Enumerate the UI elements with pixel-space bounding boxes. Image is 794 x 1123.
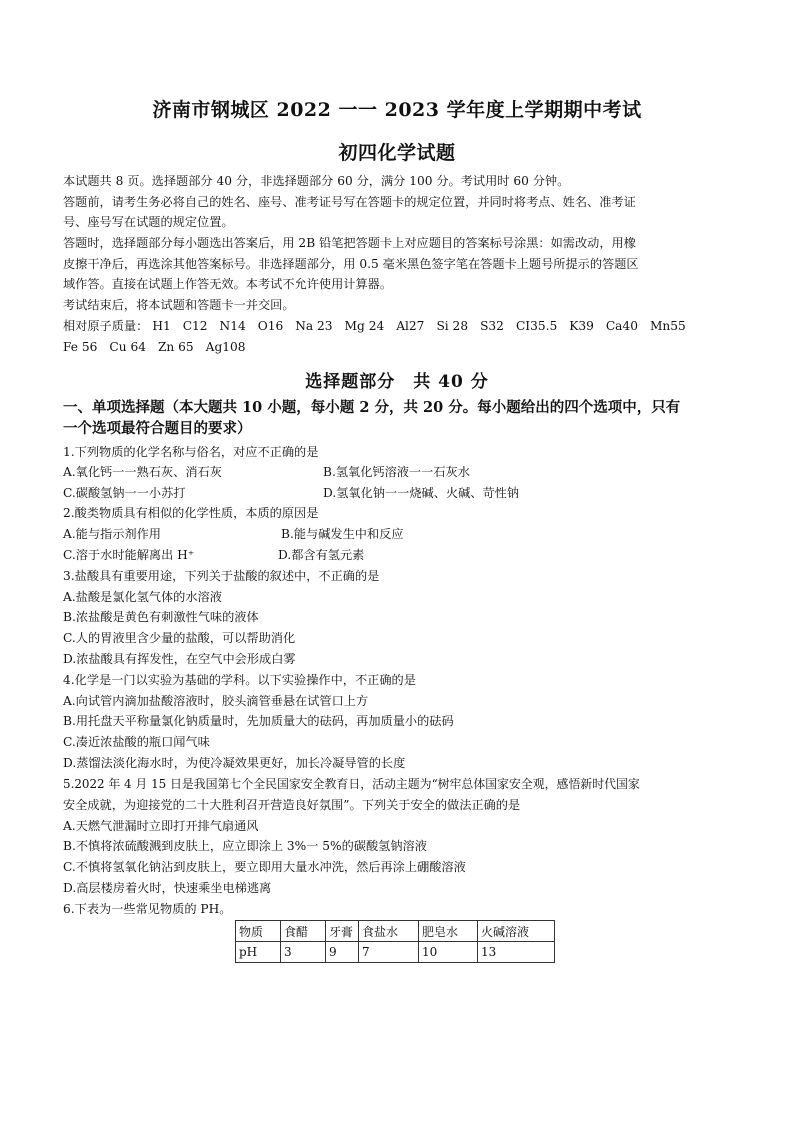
atomic-mass-item: Cu 64 [109, 340, 146, 354]
atomic-mass-item: Zn 65 [157, 340, 194, 354]
question-stem: 2.酸类物质具有相似的化学性质，本质的原因是 [63, 506, 319, 520]
option-a: A.向试管内滴加盐酸溶液时，胶头滴管垂悬在试管口上方 [63, 694, 369, 708]
instruction-line: 答题时，选择题部分每小题选出答案后，用 2B 铅笔把答题卡上对应题目的答案标号涂黑：如需改动，用橡 [63, 236, 636, 250]
option-d: D.高层楼房着火时，快速乘坐电梯逃离 [63, 881, 272, 895]
option-c: C.溶于水时能解离出 H⁺ [63, 548, 195, 562]
section-heading: 一个选项最符合题目的要求） [63, 420, 252, 437]
section-title: 选择题部分 共 40 分 [305, 372, 489, 392]
atomic-mass-item: Fe 56 [63, 340, 98, 354]
atomic-mass-label: 相对原子质量： [63, 319, 149, 333]
atomic-mass-item: Si 28 [436, 319, 469, 333]
atomic-mass-item: O16 [257, 319, 284, 333]
table-cell: 13 [478, 942, 555, 963]
atomic-mass-item: N14 [219, 319, 246, 333]
ph-table [235, 920, 555, 963]
table-row [236, 942, 555, 963]
table-row [236, 921, 555, 942]
table-cell: pH [236, 942, 281, 963]
atomic-mass-item: Mn55 [649, 319, 686, 333]
option-a: A.天燃气泄漏时立即打开排气扇通风 [63, 819, 259, 833]
question-stem: 6.下表为一些常见物质的 PH。 [63, 902, 232, 916]
table-header-cell: 物质 [236, 921, 281, 942]
option-b: B.浓盐酸是黄色有刺激性气味的液体 [63, 610, 259, 624]
atomic-mass-item: Ag108 [205, 340, 246, 354]
option-c: C.不慎将氢氧化钠沾到皮肤上，要立即用大量水冲洗，然后再涂上硼酸溶液 [63, 860, 466, 874]
option-b: B.用托盘天平称量氯化钠质量时，先加质量大的砝码，再加质量小的砝码 [63, 714, 454, 728]
atomic-mass-row [63, 318, 698, 334]
exam-title: 济南市钢城区 2022 一一 2023 学年度上学期期中考试 [152, 99, 642, 121]
atomic-mass-item: C12 [182, 319, 208, 333]
option-d: D.浓盐酸具有挥发性，在空气中会形成白雾 [63, 652, 296, 666]
atomic-mass-item: Ca40 [605, 319, 638, 333]
option-d: D.都含有氢元素 [278, 548, 365, 562]
table-cell: 9 [326, 942, 359, 963]
table-cell: 10 [419, 942, 478, 963]
option-c: C.碳酸氢钠一一小苏打 [63, 486, 186, 500]
table-header-cell: 牙膏 [326, 921, 359, 942]
table-cell: 7 [359, 942, 419, 963]
atomic-mass-item: K39 [569, 319, 594, 333]
option-d: D.氢氧化钠一一烧碱、火碱、苛性钠 [323, 486, 520, 500]
option-c: C.凑近浓盐酸的瓶口闻气味 [63, 735, 210, 749]
table-header-cell: 食盐水 [359, 921, 419, 942]
atomic-mass-item: Na 23 [295, 319, 333, 333]
instruction-line: 号、座号写在试题的规定位置。 [63, 215, 234, 229]
section-heading: 一、单项选择题（本大题共 10 小题，每小题 2 分，共 20 分。每小题给出的四个选项中，只有 [63, 399, 681, 416]
question-stem: 安全成就，为迎接党的二十大胜利召开营造良好氛围”。下列关于安全的做法正确的是 [63, 798, 521, 812]
instruction-line: 考试结束后，将本试题和答题卡一并交回。 [63, 298, 295, 312]
question-stem: 3.盐酸具有重要用途，下列关于盐酸的叙述中，不正确的是 [63, 569, 380, 583]
table-cell: 3 [281, 942, 326, 963]
option-b: B.能与碱发生中和反应 [281, 527, 404, 541]
atomic-mass-item: Al27 [396, 319, 425, 333]
option-a: A.能与指示剂作用 [63, 527, 161, 541]
atomic-mass-item: H1 [152, 319, 171, 333]
question-stem: 5.2022 年 4 月 15 日是我国第七个全民国家安全教育日，活动主题为“树牢总体国家安全观，感悟新时代国家 [63, 777, 640, 791]
instruction-line: 皮擦干净后，再选涂其他答案标号。非选择题部分，用 0.5 毫米黑色签字笔在答题卡上题号所提示的答题区 [63, 257, 639, 271]
instruction-line: 答题前，请考生务必将自己的姓名、座号、准考证号写在答题卡的规定位置，并同时将考点、姓名、准考证 [63, 195, 636, 209]
table-header-cell: 肥皂水 [419, 921, 478, 942]
option-a: A.盐酸是氯化氢气体的水溶液 [63, 590, 222, 604]
atomic-mass-item: Mg 24 [344, 319, 385, 333]
atomic-mass-item: S32 [480, 319, 504, 333]
atomic-mass-row [63, 339, 258, 355]
exam-subtitle: 初四化学试题 [338, 142, 456, 164]
option-d: D.蒸馏法淡化海水时，为使冷凝效果更好，加长冷凝导管的长度 [63, 756, 406, 770]
question-stem: 1.下列物质的化学名称与俗名，对应不正确的是 [63, 445, 319, 459]
question-stem: 4.化学是一门以实验为基础的学科。以下实验操作中，不正确的是 [63, 673, 416, 687]
option-b: B.氢氧化钙溶液一一石灰水 [323, 465, 470, 479]
atomic-mass-item: CI35.5 [515, 319, 558, 333]
table-header-cell: 火碱溶液 [478, 921, 555, 942]
instruction-line: 域作答。直接在试题上作答无效。本考试不允许使用计算器。 [63, 277, 393, 291]
option-b: B.不慎将浓硫酸溅到皮肤上，应立即涂上 3%一 5%的碳酸氢钠溶液 [63, 839, 427, 853]
instruction-line: 本试题共 8 页。选择题部分 40 分，非选择题部分 60 分，满分 100 分。考试用时 60 分钟。 [63, 174, 570, 188]
option-c: C.人的胃液里含少量的盐酸，可以帮助消化 [63, 631, 296, 645]
table-header-cell: 食醋 [281, 921, 326, 942]
option-a: A.氧化钙一一熟石灰、消石灰 [63, 465, 222, 479]
